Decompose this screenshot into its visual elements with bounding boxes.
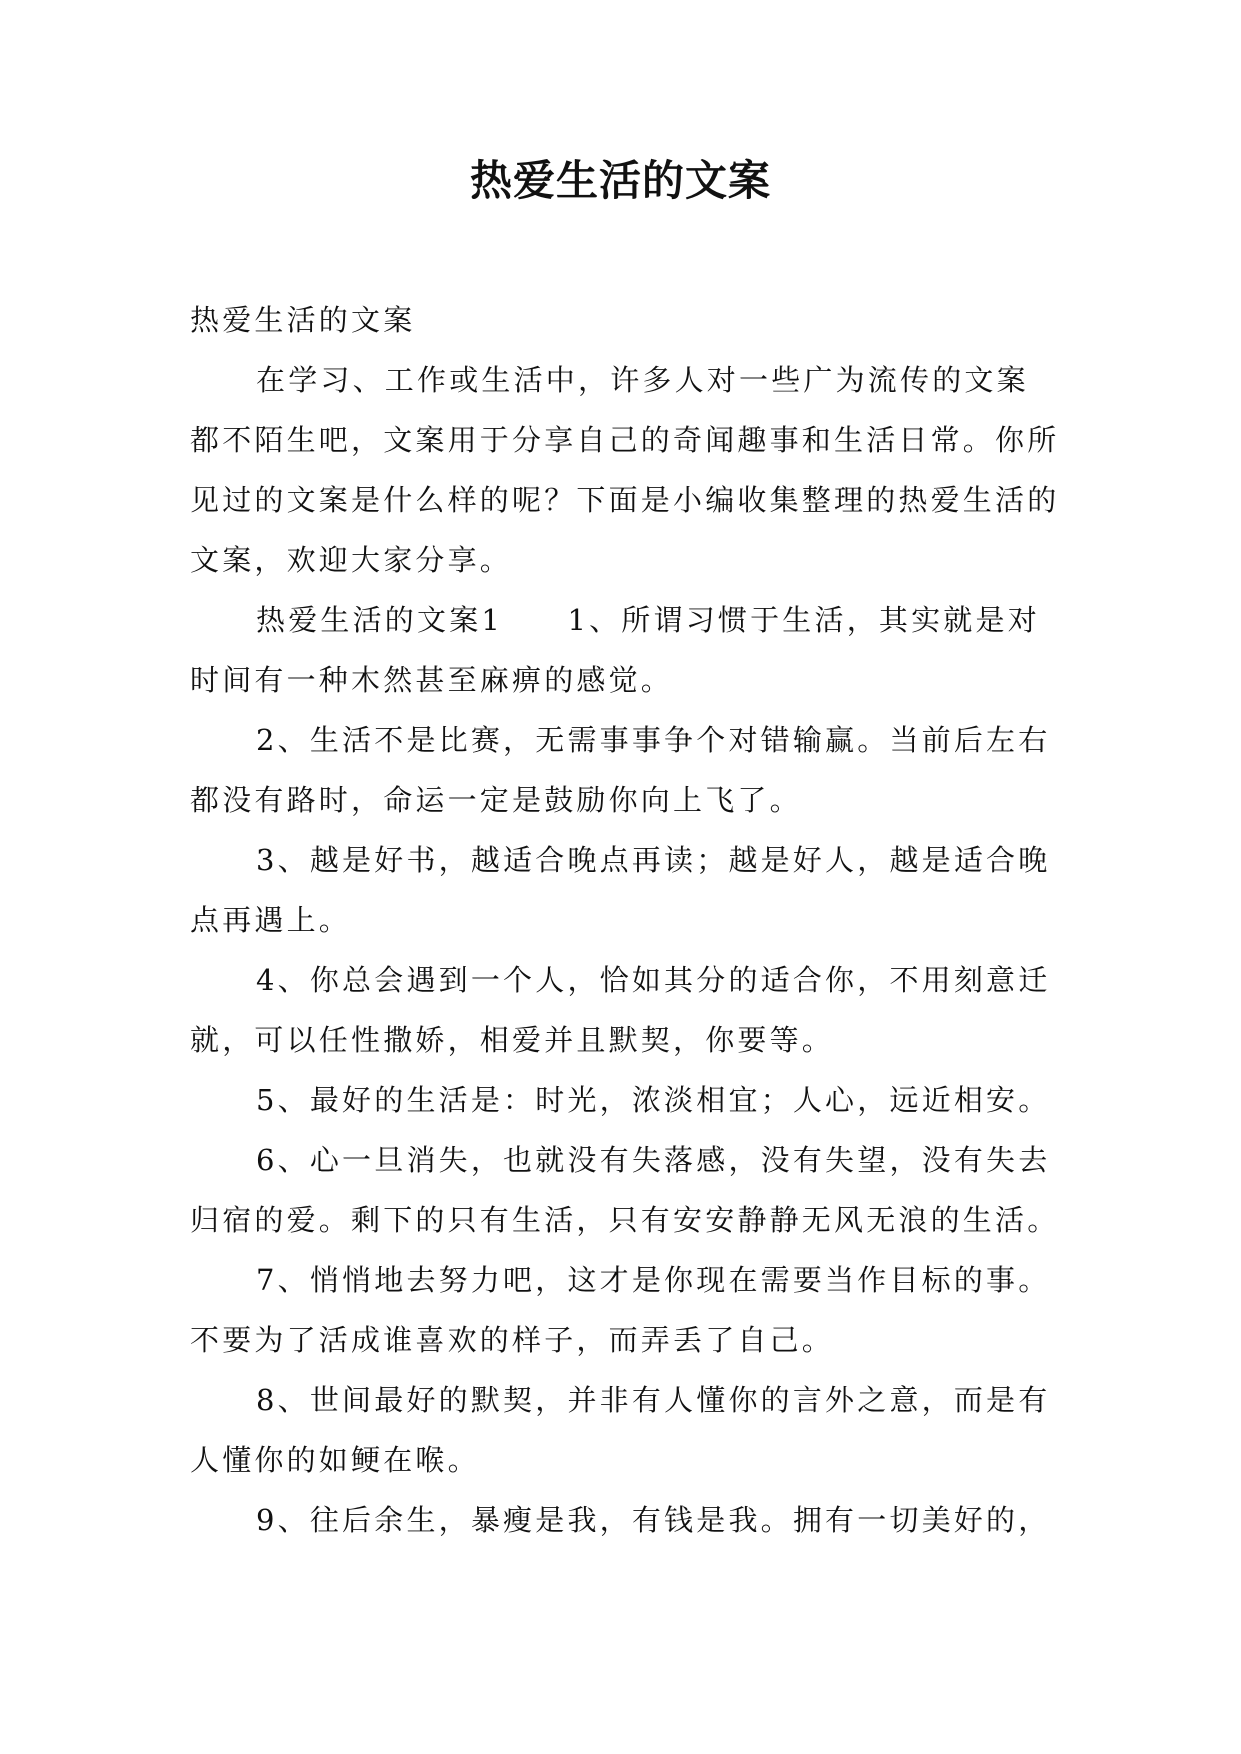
document-title: 热爱生活的文案 [469,156,771,205]
quote-paragraph-6: 6、心一旦消失，也就没有失落感，没有失望，没有失去归宿的爱。剩下的只有生活，只有安安静静无风无浪的生活。 [190,1143,1060,1237]
quote-paragraph-5: 5、最好的生活是：时光，浓淡相宜；人心，远近相安。 [256,1083,1051,1117]
quote-paragraph-2: 2、生活不是比赛，无需事事争个对错输赢。当前后左右都没有路时，命运一定是鼓励你向上飞了。 [190,723,1051,817]
quote-paragraph-9: 9、往后余生，暴瘦是我，有钱是我。拥有一切美好的， [256,1503,1051,1537]
quote-paragraph-1: 热爱生活的文案1 1、所谓习惯于生活，其实就是对时间有一种木然甚至麻痹的感觉。 [190,603,1040,697]
quote-paragraph-7: 7、悄悄地去努力吧，这才是你现在需要当作目标的事。不要为了活成谁喜欢的样子，而弄丢了自己。 [190,1263,1051,1357]
quote-paragraph-3: 3、越是好书，越适合晚点再读；越是好人，越是适合晚点再遇上。 [190,843,1051,937]
document-body [190,290,1060,1550]
quote-paragraph-4: 4、你总会遇到一个人，恰如其分的适合你，不用刻意迁就，可以任性撒娇，相爱并且默契，你要等。 [190,963,1051,1057]
subtitle-paragraph: 热爱生活的文案 [190,303,416,337]
intro-paragraph: 在学习、工作或生活中，许多人对一些广为流传的文案都不陌生吧，文案用于分享自己的奇闻趣事和生活日常。你所见过的文案是什么样的呢？下面是小编收集整理的热爱生活的文案，欢迎大家分享。 [190,363,1060,577]
quote-paragraph-8: 8、世间最好的默契，并非有人懂你的言外之意，而是有人懂你的如鲠在喉。 [190,1383,1051,1477]
